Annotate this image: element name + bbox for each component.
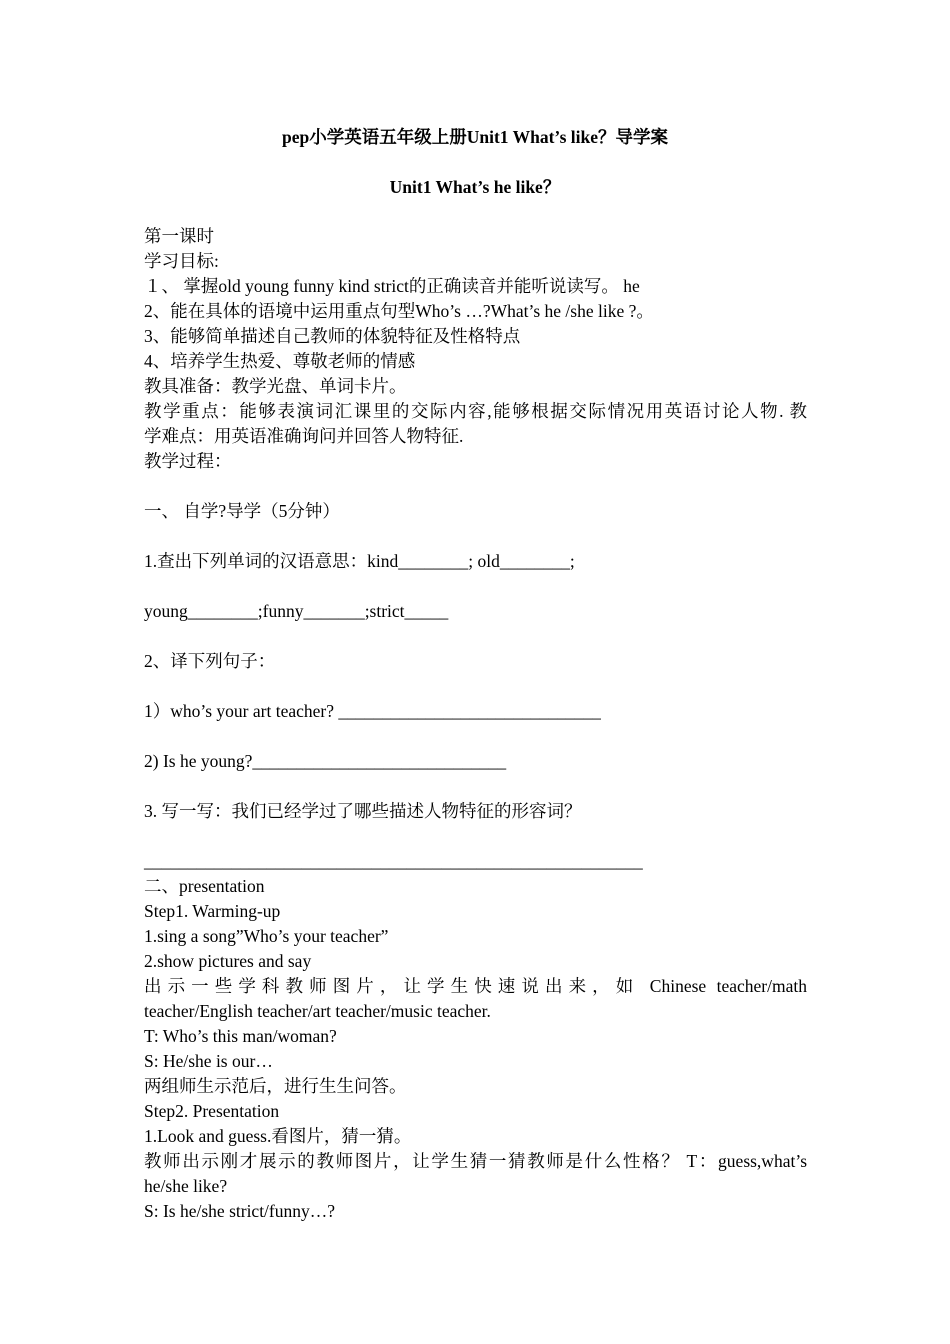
vocab-exercise-2: young________;funny_______;strict_____ [144,601,449,621]
objectives-heading: 学习目标: [144,251,219,271]
translate-heading: 2、译下列句子： [144,651,276,671]
section-1-heading: 一、 自学?导学（5分钟） [144,501,340,521]
write-exercise: 3. 写一写：我们已经学过了哪些描述人物特征的形容词？ [144,801,582,821]
process-heading: 教学过程： [144,451,232,471]
step-2-item-1: 1.Look and guess.看图片，猜一猜。 [144,1126,412,1146]
objective-4: 4、培养学生热爱、尊敬老师的情感 [144,351,416,371]
key-points-line-1: 教学重点：能够表演词汇课里的交际内容,能够根据交际情况用英语讨论人物. 教 [144,401,807,421]
document-body [144,224,807,1224]
section-2-heading: 二、presentation [144,876,265,896]
step-1-description-line-1: 出示一些学科教师图片，让学生快速说出来，如 Chinese teacher/math [144,976,807,996]
key-points-line-2: 学难点：用英语准确询问并回答人物特征. [144,426,464,446]
step-1-heading: Step1. Warming-up [144,901,281,921]
step-2-description-line-2: he/she like? [144,1176,228,1196]
answer-blank-line: _________________________________________________________ [144,851,643,871]
step-2-description-line-1: 教师出示刚才展示的教师图片，让学生猜一猜教师是什么性格？ T：guess,what’s [144,1151,807,1171]
dialogue-teacher: T: Who’s this man/woman? [144,1026,337,1046]
teaching-aids: 教具准备：教学光盘、单词卡片。 [144,376,407,396]
dialogue-student-guess: S: Is he/she strict/funny…? [144,1201,336,1221]
lesson-period: 第一课时 [144,226,214,246]
objective-1: １、 掌握old young funny kind strict的正确读音并能听说读写。 he [144,276,640,296]
objective-3: 3、能够简单描述自己教师的体貌特征及性格特点 [144,326,521,346]
translate-item-2: 2) Is he young?_____________________________ [144,751,507,771]
vocab-exercise-1: 1.查出下列单词的汉语意思：kind________; old________; [144,551,575,571]
document-subtitle: Unit1 What’s he like？ [389,177,561,197]
step-1-item-2: 2.show pictures and say [144,951,312,971]
translate-item-1: 1）who’s your art teacher? ______________________________ [144,701,601,721]
step-1-note: 两组师生示范后，进行生生问答。 [144,1076,407,1096]
dialogue-student: S: He/she is our… [144,1051,273,1071]
step-1-item-1: 1.sing a song”Who’s your teacher” [144,926,389,946]
step-1-description-line-2: teacher/English teacher/art teacher/music teacher. [144,1001,491,1021]
objective-2: 2、能在具体的语境中运用重点句型Who’s …?What’s he /she like ?。 [144,301,654,321]
document-title: pep小学英语五年级上册Unit1 What’s like？导学案 [282,127,668,147]
step-2-heading: Step2. Presentation [144,1101,280,1121]
